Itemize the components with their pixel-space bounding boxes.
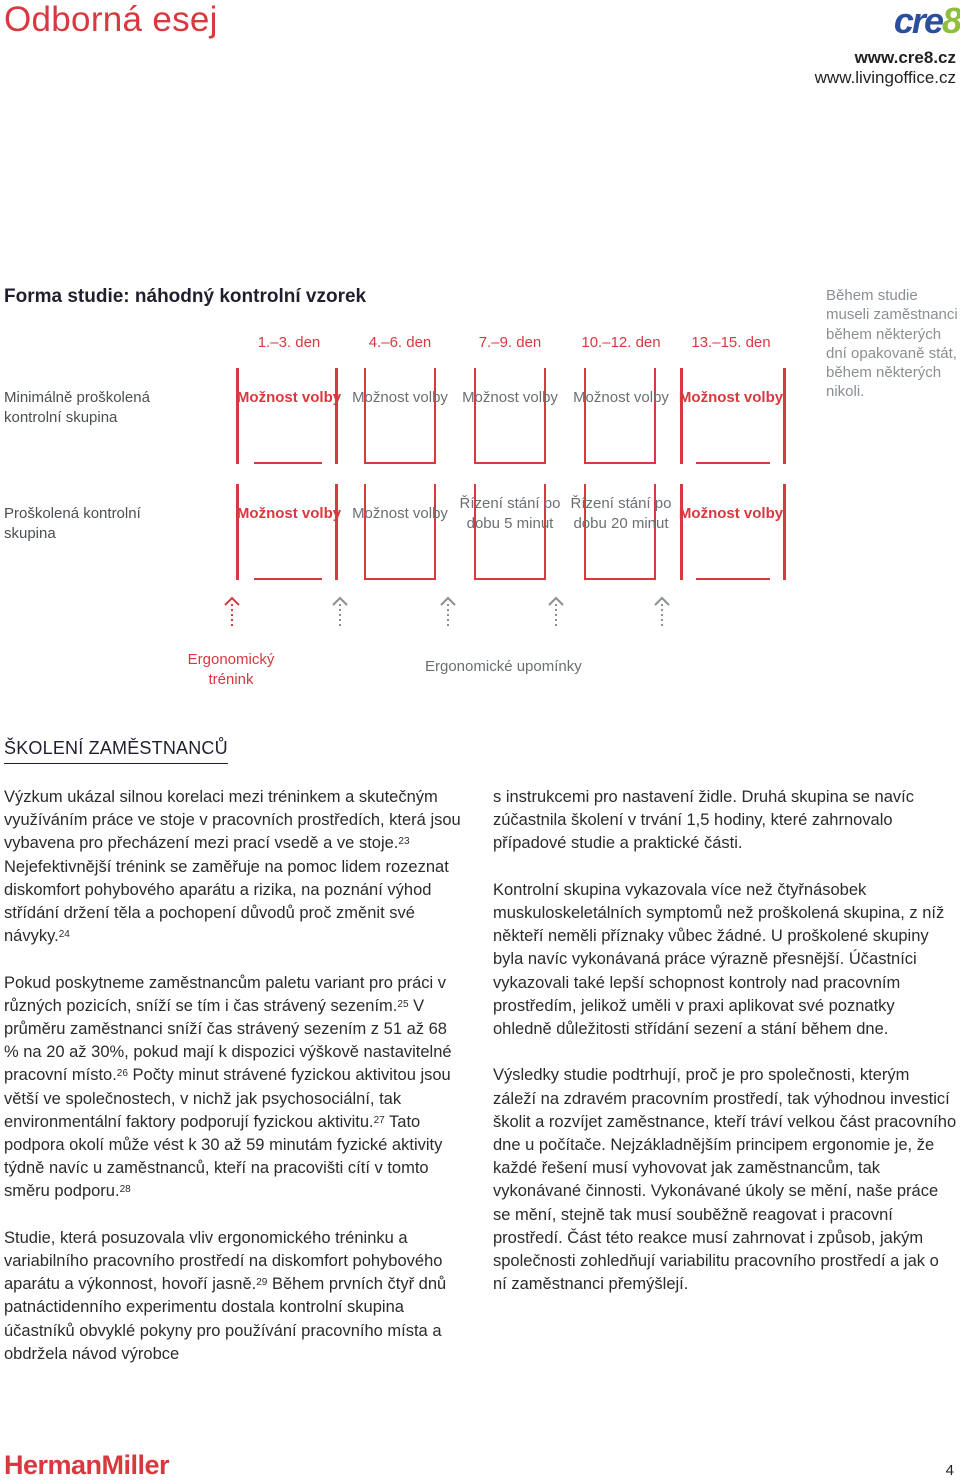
row1-cell-3: Možnost volby — [462, 389, 558, 406]
row2-cell-5: Možnost volby — [678, 505, 784, 522]
row1-underline-3 — [474, 462, 546, 464]
row2-cell-2: Možnost volby — [352, 505, 448, 522]
left-paragraph-2: Pokud poskytneme zaměstnancům paletu variant pro práci v různých pozicích, sníží se tím i čas strávený sezením.$^{25}$ V průměru zaměstnanci sníží čas strávený sezením z 51 až 68 % na 20 až 30%, pokud mají k dispozici výškově nastavitelné pracovní místo.$^{26}$ Počty minut strávené fyzickou aktivitou jsou větší ve společnostech, v nichž jak psychosociální, tak environmentální faktory podporují fyzickou aktivitu.$^{27}$ Tato podpora okolí může vést k 30 až 59 minutám fyzické aktivity týdně navíc u zaměstnanců, kteří na pracovišti cítí v tomto směru podporu.$^{28}$ — [4, 973, 452, 1201]
row1-cell-5: Možnost volby — [678, 389, 784, 406]
training-label: Ergonomický trénink — [187, 651, 275, 688]
right-paragraph-2: Kontrolní skupina vykazovala více než čtyřnásobek muskuloskeletálních symptomů než proškolená skupina, z níž někteří neměli příznaky vůbec žádné. U proškolené skupiny byla navíc vykonávaná práce výrazně přesnější. Účastníci vykazovali také lepší schopnost kontroly nad pracovním prostředím, jelikož uměli v praxi aplikovat své poznatky ohledně důležitosti střídání sezení a stání během dne. — [493, 880, 945, 1039]
row2-underline-3 — [474, 578, 546, 580]
right-paragraph-3: Výsledky studie podtrhují, proč je pro společnosti, kterým záleží na zdravém pracovním prostředí, tak výhodnou investicí školit a rozvíjet zaměstnance, kteří tráví velkou část pracovního dne u počítače. Nejzákladnějším principem ergonomie je, že každé řešení musí vyhovovat jak zaměstnancům, tak vykonávané činnosti. Vykonávané úkoly se mění, naše práce se mění, stejně tak musí souběžně reagovat i pracovní prostředí. Část této reakce musí zahrnovat i způsob, jakým společnosti zohledňují variabilitu pracovního prostředí a jak o ní zaměstnanci přemýšlejí. — [493, 1066, 957, 1294]
row1-frame-5 — [680, 368, 786, 464]
row1-frame-2 — [364, 368, 436, 464]
left-paragraph-3: Studie, která posuzovala vliv ergonomického tréninku a variabilního pracovního prostředí na diskomfort pohybového aparátu a výkonnost, hovoří jasně.$^{29}$ Během prvních čtyř dnů patnáctidenního experimentu dostala kontrolní skupina účastníků obvyklé pokyny pro používání pracovního místa a obdržela návod výrobce — [4, 1228, 447, 1363]
header-links — [815, 48, 956, 88]
arrow-up-icon — [546, 596, 566, 628]
row2-underline-2 — [364, 578, 436, 580]
row2-cell-4: Řízení stání po dobu 20 minut — [570, 495, 672, 532]
study-side-note: Během studie museli zaměstnanci během některých dní opakovaně stát, během některých nikoli. — [826, 287, 958, 401]
page-title: Odborná esej — [4, 0, 218, 39]
row2-cell-3: Řízení stání po dobu 5 minut — [459, 495, 561, 532]
row1-underline-2 — [364, 462, 436, 464]
right-column — [493, 786, 957, 1320]
row1-frame-3 — [474, 368, 546, 464]
row1-frame-1 — [236, 368, 338, 464]
row2-underline-4 — [584, 578, 656, 580]
day-header-4: 10.–12. den — [581, 334, 661, 351]
left-column — [4, 786, 464, 1389]
day-header-1: 1.–3. den — [257, 334, 321, 351]
row1-underline-4 — [584, 462, 656, 464]
row1-cell-2: Možnost volby — [352, 389, 448, 406]
reminder-label: Ergonomické upomínky — [425, 658, 582, 675]
row2-cell-1: Možnost volby — [236, 505, 342, 522]
logo-text: cre — [893, 0, 942, 41]
row1-underline-1 — [254, 462, 322, 464]
row1-cell-1: Možnost volby — [236, 389, 342, 406]
logo-accent: 8 — [941, 0, 960, 41]
left-paragraph-1: Výzkum ukázal silnou korelaci mezi tréninkem a skutečným využíváním práce ve stoje v pracovních prostředích, která jsou vybavena pro přecházení mezi prací vsedě a ve stoje.$^{23}$ Nejefektivnější trénink se zaměřuje na pomoc lidem rozeznat diskomfort pohybového aparátu a rizika, na poznání výhod střídání držení těla a pochopení důvodů proč změnit své návyky.$^{24}$ — [4, 788, 461, 946]
arrow-up-icon — [438, 596, 458, 628]
row1-underline-5 — [696, 462, 770, 464]
day-header-2: 4.–6. den — [368, 334, 432, 351]
row2-frame-2 — [364, 484, 436, 580]
hermanmiller-logo: HermanMiller — [4, 1450, 170, 1480]
study-title: Forma studie: náhodný kontrolní vzorek — [4, 286, 367, 307]
row2-label: Proškolená kontrolní skupina — [4, 505, 141, 542]
row2-frame-1 — [236, 484, 338, 580]
day-header-3: 7.–9. den — [478, 334, 542, 351]
row1-label: Minimálně proškolená kontrolní skupina — [4, 389, 150, 426]
row2-underline-5 — [696, 578, 770, 580]
row1-cell-4: Možnost volby — [573, 389, 669, 406]
row2-frame-5 — [680, 484, 786, 580]
right-paragraph-1: s instrukcemi pro nastavení židle. Druhá skupina se navíc zúčastnila školení v trvání 1,5 hodiny, které zahrnovalo případové studie a praktické části. — [493, 788, 914, 853]
row1-frame-4 — [584, 368, 656, 464]
cre8-logo — [850, 0, 960, 41]
arrow-up-icon — [222, 596, 242, 628]
page-number: 4 — [945, 1462, 954, 1479]
arrow-up-icon — [652, 596, 672, 628]
url-livingoffice[interactable]: www.livingoffice.cz — [814, 68, 956, 87]
arrow-up-icon — [330, 596, 350, 628]
row2-underline-1 — [254, 578, 322, 580]
day-header-5: 13.–15. den — [691, 334, 771, 351]
url-cre8[interactable]: www.cre8.cz — [854, 48, 956, 67]
section-heading: ŠKOLENÍ ZAMĚSTNANCŮ — [4, 738, 228, 764]
